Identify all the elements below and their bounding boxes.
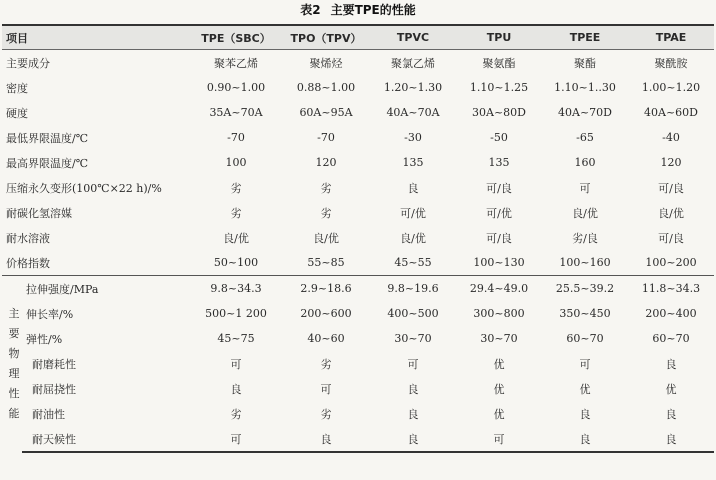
table-cell: 40A~60D [644,106,698,119]
table-cell: 良/优 [313,231,339,245]
table-cell: 120 [660,156,682,169]
table-cell: -40 [662,131,680,144]
table-cell: -70 [317,131,335,144]
table-cell: 30A~80D [472,106,526,119]
table-cell: 55~85 [282,250,370,276]
table-row [2,150,714,175]
table-cell: 1.20~1.30 [383,81,443,94]
table-cell: 聚酰胺 [654,56,688,70]
table-cell: 60A~95A [299,106,353,119]
table-cell: 良 [370,426,456,452]
row-label: 耐油性 [32,407,65,421]
table-row [2,301,714,326]
table-cell: 135 [402,156,424,169]
group-label-char: 主 [8,307,20,320]
group-label-char: 能 [8,407,20,420]
table-cell: 良 [407,181,419,195]
group-label-char: 性 [8,387,20,400]
table-cell: 50~100 [190,250,282,276]
table-cell: 135 [488,156,510,169]
table-cell: 可/良 [486,231,512,245]
table-cell: 9.8~19.6 [387,282,439,295]
table-caption [0,0,716,24]
table-cell: -50 [490,131,508,144]
table-cell: 1.10~1.25 [469,81,529,94]
table-cell: 0.88~1.00 [296,81,356,94]
table-cell: 聚氯乙烯 [391,56,435,70]
table-cell: 40~60 [307,332,345,345]
table-cell: 30~70 [480,332,518,345]
table-cell: 45~75 [217,332,255,345]
table-cell: 200~600 [300,307,352,320]
table-cell: 1.00~1.20 [641,81,701,94]
table-cell: 200~400 [645,307,697,320]
table-cell: 优 [493,407,505,421]
table-cell: 可 [456,426,542,452]
table-cell: 可/良 [658,231,684,245]
table-cell: 良 [665,407,677,421]
table-cell: 劣 [230,407,242,421]
table-cell: 良 [407,382,419,396]
table-cell: 100~130 [456,250,542,276]
table-row [2,100,714,125]
table-row [2,276,714,302]
header-row [2,25,714,50]
tpe-properties-table [2,24,714,453]
table-cell: 优 [579,382,591,396]
table-cell: 400~500 [387,307,439,320]
table-cell: 良/优 [572,206,598,220]
header-col: TPEE [542,25,628,50]
row-label: 耐碳化氢溶媒 [6,206,72,220]
table-row [2,326,714,351]
row-label: 密度 [6,81,28,95]
table-cell: 29.4~49.0 [469,282,529,295]
header-col: TPAE [628,25,714,50]
table-cell: 500~1 200 [205,307,267,320]
table-cell: 40A~70D [558,106,612,119]
table-title: 主要TPE的性能 [330,3,416,17]
table-cell: 120 [315,156,337,169]
row-label: 压缩永久变形(100℃×22 h)/% [6,181,162,195]
table-cell: 40A~70A [386,106,440,119]
table-cell: 优 [493,357,505,371]
table-cell: 良 [282,426,370,452]
table-row [2,125,714,150]
table-cell: 25.5~39.2 [555,282,615,295]
table-cell: 聚烯烃 [309,56,343,70]
row-label: 硬度 [6,106,28,120]
table-cell: 可/优 [486,206,512,220]
table-cell: 可 [579,181,591,195]
table-cell: 100~200 [628,250,714,276]
group-label-char: 物 [8,347,20,360]
table-cell: 优 [493,382,505,396]
table-cell: 100 [225,156,247,169]
table-cell: 45~55 [370,250,456,276]
table-cell: 良 [665,357,677,371]
table-cell: 可/优 [400,206,426,220]
header-item: 项目 [2,25,190,50]
table-cell: 优 [665,382,677,396]
header-col: TPVC [370,25,456,50]
table-cell: 可/良 [486,181,512,195]
table-cell: 35A~70A [209,106,263,119]
table-cell: 可 [190,426,282,452]
table-cell: 良 [579,407,591,421]
row-label: 耐磨耗性 [32,357,76,371]
table-cell: 劣 [320,181,332,195]
table-cell: 良/优 [400,231,426,245]
table-row [2,175,714,200]
table-row [2,376,714,401]
table-cell: 可 [579,357,591,371]
table-row [2,225,714,250]
table-cell: -30 [404,131,422,144]
table-cell: 300~800 [473,307,525,320]
group-label-char: 要 [8,327,20,340]
table-row [2,50,714,76]
table-cell: 160 [574,156,596,169]
table-cell: 聚酯 [574,56,596,70]
table-cell: 良/优 [223,231,249,245]
table-cell: 2.9~18.6 [300,282,352,295]
table-row [2,75,714,100]
table-cell: 劣/良 [572,231,598,245]
table-cell: 良 [628,426,714,452]
header-col: TPO（TPV） [282,25,370,50]
table-cell: 劣 [320,357,332,371]
table-cell: 0.90~1.00 [206,81,266,94]
table-cell: 60~70 [652,332,690,345]
table-cell: 劣 [320,407,332,421]
table-cell: 良/优 [658,206,684,220]
header-col: TPU [456,25,542,50]
table-cell: 良 [407,407,419,421]
row-label: 主要成分 [6,56,50,70]
row-label: 耐水溶液 [6,231,50,245]
table-cell: 聚苯乙烯 [214,56,258,70]
group-label-char: 理 [8,367,20,380]
table-row [2,250,714,276]
table-cell: 可 [407,357,419,371]
row-label: 拉伸强度/MPa [26,282,99,296]
table-cell: 可 [230,357,242,371]
table-cell: 30~70 [394,332,432,345]
table-cell: 劣 [320,206,332,220]
table-cell: 350~450 [559,307,611,320]
table-row [2,426,714,452]
table-cell: 劣 [230,181,242,195]
row-label: 耐屈挠性 [32,382,76,396]
table-cell: 1.10~1..30 [554,81,616,94]
table-cell: 60~70 [566,332,604,345]
table-cell: 良 [542,426,628,452]
table-cell: 聚氨酯 [482,56,516,70]
table-cell: 劣 [230,206,242,220]
row-label: 耐天候性 [22,426,190,452]
table-cell: 可 [320,382,332,396]
row-label: 最高界限温度/℃ [6,156,89,170]
row-label: 伸长率/% [26,307,74,321]
table-row [2,401,714,426]
table-cell: 可/良 [658,181,684,195]
header-col: TPE（SBC） [190,25,282,50]
table-cell: 9.8~34.3 [210,282,262,295]
row-label: 价格指数 [2,250,190,276]
table-cell: -70 [227,131,245,144]
group-label [2,276,22,453]
table-row [2,200,714,225]
table-cell: 11.8~34.3 [641,282,701,295]
table-number: 表2 [300,3,321,17]
table-cell: -65 [576,131,594,144]
table-row [2,351,714,376]
row-label: 弹性/% [26,332,63,346]
table-cell: 100~160 [542,250,628,276]
table-cell: 良 [230,382,242,396]
row-label: 最低界限温度/℃ [6,131,89,145]
